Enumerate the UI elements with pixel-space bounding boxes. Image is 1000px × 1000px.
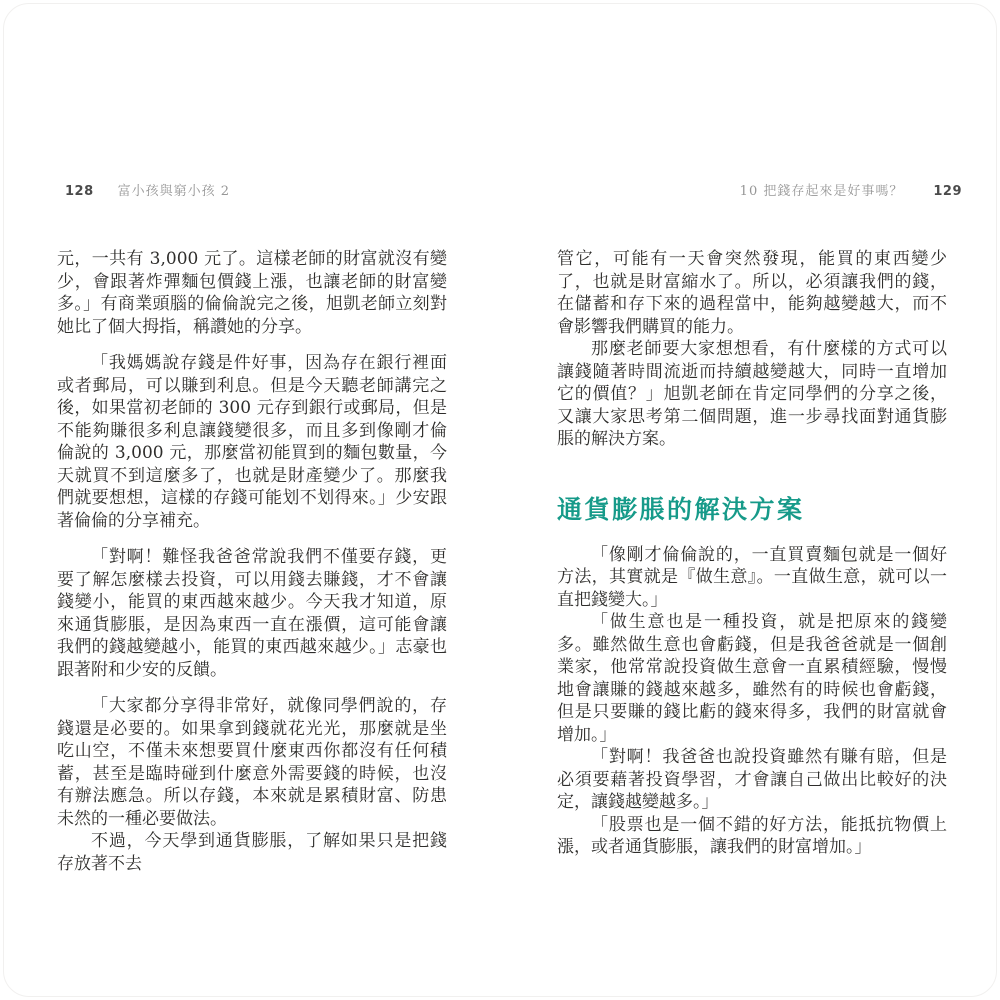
paragraph: 「對啊！我爸爸也說投資雖然有賺有賠，但是必須要藉著投資學習，才會讓自己做出比較好的決定，讓錢越變越多。」 <box>557 747 947 812</box>
paragraph: 「股票也是一個不錯的好方法，能抵抗物價上漲，或者通貨膨脹，讓我們的財富增加。」 <box>557 814 947 857</box>
right-running-head <box>740 180 962 199</box>
left-running-head <box>65 180 230 199</box>
right-running-title: 10 把錢存起來是好事嗎？ <box>739 184 904 199</box>
paragraph: 管它，可能有一天會突然發現，能買的東西變少了，也就是財富縮水了。所以，必須讓我們的錢，在儲蓄和存下來的過程當中，能夠越變越大，而不會影響我們購買的能力。 <box>557 249 947 337</box>
paragraph: 「大家都分享得非常好，就像同學們說的，存錢還是必要的。如果拿到錢就花光光，那麼就是坐吃山空，不僅未來想要買什麼東西你都沒有任何積蓄，甚至是臨時碰到什麼意外需要錢的時候，也沒有辦法應急。所以存錢，本來就是累積財富、防患未然的一種必要做法。 <box>57 696 447 829</box>
paragraph: 元，一共有 3,000 元了。這樣老師的財富就沒有變少，會跟著炸彈麵包價錢上漲，也讓老師的財富變多。」有商業頭腦的倫倫說完之後，旭凱老師立刻對她比了個大拇指，稱讚她的分享。 <box>57 249 447 337</box>
paragraph: 不過，今天學到通貨膨脹，了解如果只是把錢存放著不去 <box>57 831 447 874</box>
left-running-title: 富小孩與窮小孩 2 <box>117 184 231 199</box>
paragraph: 「我媽媽說存錢是件好事，因為存在銀行裡面或者郵局，可以賺到利息。但是今天聽老師講完之後，如果當初老師的 300 元存到銀行或郵局，但是不能夠賺很多利息讓錢變很多，而且多到像剛才倫倫說的 3,000 元，那麼當初能買到的麵包數量，今天就買不到這麼多了，也就是財產變少了。那麼我們就要想想，這樣的存錢可能划不划得來。」少安跟著倫倫的分享補充。 <box>57 353 447 531</box>
paragraph: 「像剛才倫倫說的，一直買賣麵包就是一個好方法，其實就是『做生意』。一直做生意，就可以一直把錢變大。」 <box>557 544 947 610</box>
right-page-column <box>557 248 947 859</box>
paragraph: 那麼老師要大家想想看，有什麼樣的方式可以讓錢隨著時間流逝而持續越變越大，同時一直增加它的價值？」旭凱老師在肯定同學們的分享之後，又讓大家思考第二個問題，進一步尋找面對通貨膨脹的解決方案。 <box>557 339 947 449</box>
left-page-column <box>57 248 447 875</box>
paragraph: 「對啊！難怪我爸爸常說我們不僅要存錢，更要了解怎麼樣去投資，可以用錢去賺錢，才不會讓錢變小，能買的東西越來越少。今天我才知道，原來通貨膨脹，是因為東西一直在漲價，這可能會讓我們的錢越變越小，能買的東西越來越少。」志豪也跟著附和少安的反饋。 <box>57 547 447 680</box>
paragraph: 「做生意也是一種投資，就是把原來的錢變多。雖然做生意也會虧錢，但是我爸爸就是一個創業家，他常常說投資做生意會一直累積經驗，慢慢地會讓賺的錢越來越多，雖然有的時候也會虧錢，但是只要賺的錢比虧的錢來得多，我們的財富就會增加。」 <box>557 612 947 745</box>
section-heading: 通貨膨脹的解決方案 <box>557 494 805 524</box>
left-page-number: 128 <box>65 184 94 199</box>
right-page-number: 129 <box>933 184 962 199</box>
